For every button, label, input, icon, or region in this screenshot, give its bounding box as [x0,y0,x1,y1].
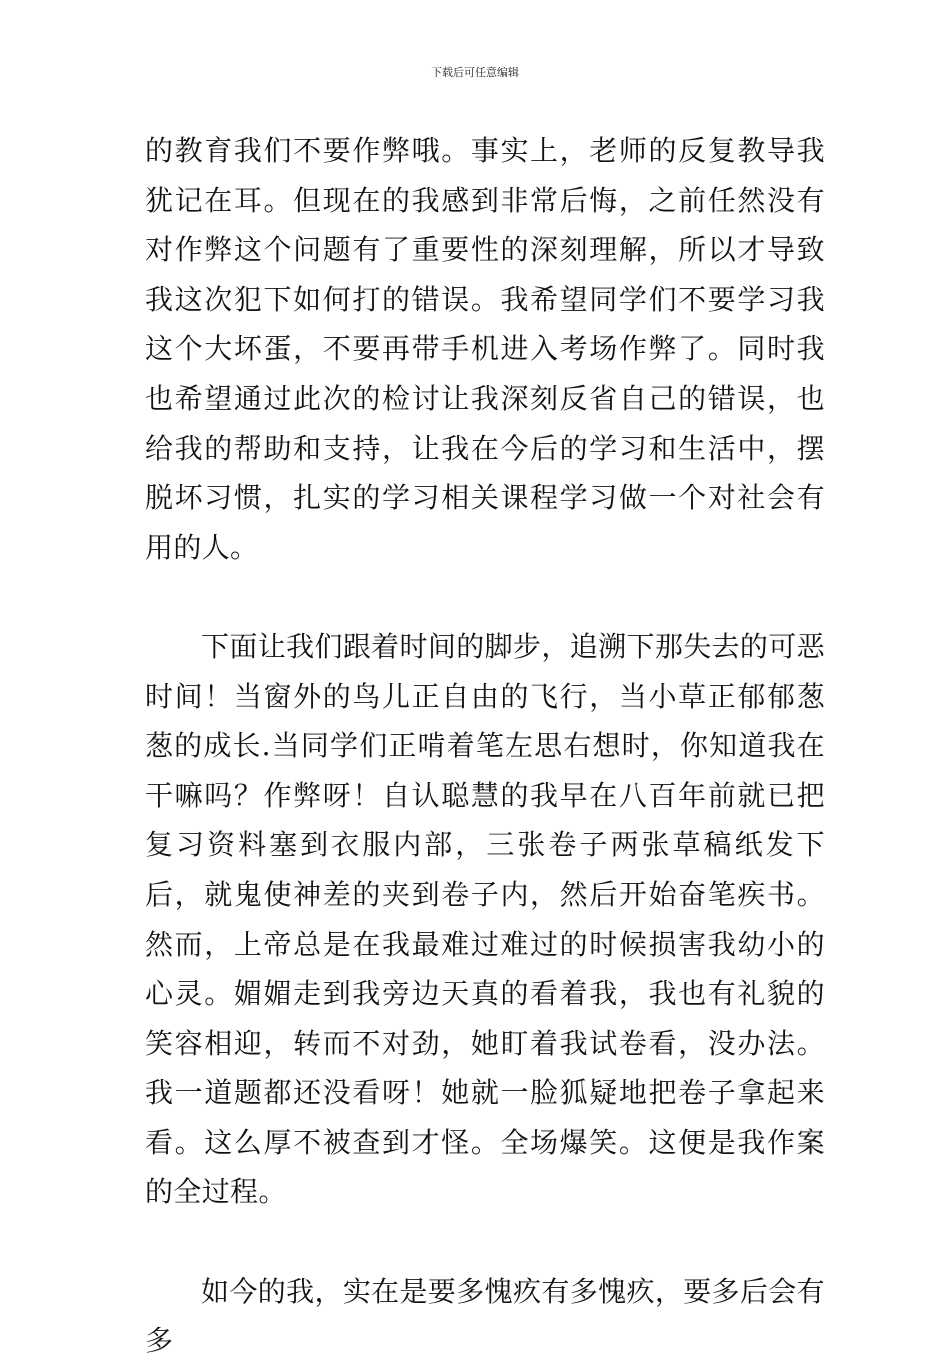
paragraph-exam-story: 下面让我们跟着时间的脚步，追溯下那失去的可恶时间！当窗外的鸟儿正自由的飞行，当小草正郁郁葱葱的成长.当同学们正啃着笔左思右想时，你知道我在干嘛吗？作弊呀！自认聪慧的我早在八百年前就已把复习资料塞到衣服内部，三张卷子两张草稿纸发下后，就鬼使神差的夹到卷子内，然后开始奋笔疾书。然而，上帝总是在我最难过难过的时候损害我幼小的心灵。媚媚走到我旁边天真的看着我，我也有礼貌的笑容相迎，转而不对劲，她盯着我试卷看，没办法。我一道题都还没看呀！她就一脸狐疑地把卷子拿起来看。这么厚不被查到才怪。全场爆笑。这便是我作案的全过程。 [145,629,825,1209]
document-body [145,126,825,1366]
paragraph-continuation: 的教育我们不要作弊哦。事实上，老师的反复教导我犹记在耳。但现在的我感到非常后悔，之前任然没有对作弊这个问题有了重要性的深刻理解，所以才导致我这次犯下如何打的错误。我希望同学们不要学习我这个大坏蛋，不要再带手机进入考场作弊了。同时我也希望通过此次的检讨让我深刻反省自己的错误，也给我的帮助和支持，让我在今后的学习和生活中，摆脱坏习惯，扎实的学习相关课程学习做一个对社会有用的人。 [145,134,825,564]
page-header: 下载后可任意编辑 [431,66,519,79]
paragraph-regret: 如今的我，实在是要多愧疚有多愧疚，要多后会有多 [145,1274,825,1358]
